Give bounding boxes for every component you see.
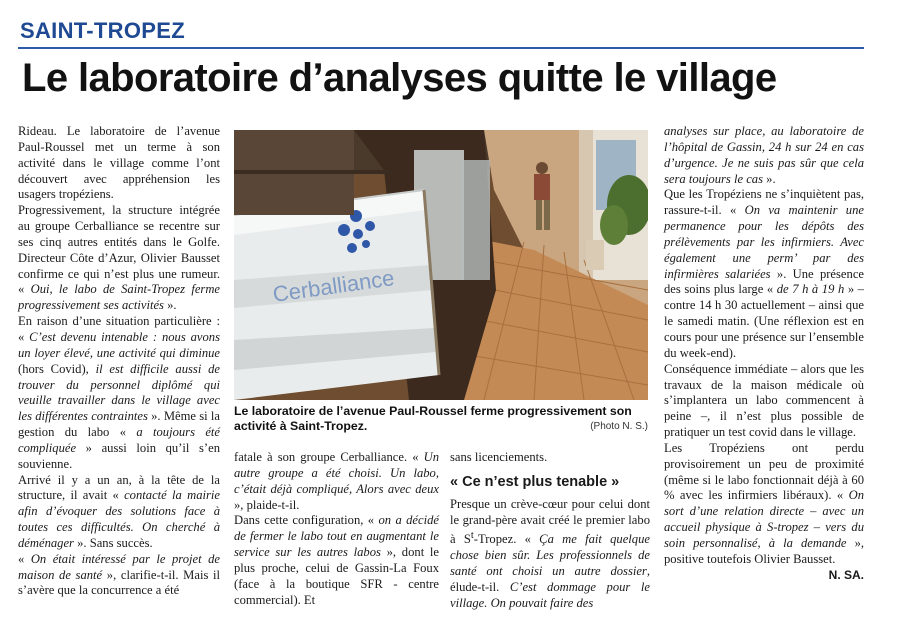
article-paragraph: Presque un crève-cœur pour celui dont le grand-père avait créé le premier labo à $S^t$-Tropez. « Ça me fait quelque chose bien sûr. Les professionnels de santé ont choisi un autre dossier, élude-t-il. C’est dommage pour le village. On pouvait faire des: [450, 496, 650, 610]
column-4-body: [664, 124, 864, 568]
article-paragraph: En raison d’une situation particulière : « C’est devenu intenable : nous avons un loyer élevé, une activité qui diminue (hors Covid), il est difficile aussi de trouver du personnel diplômé qui veuille travailler dans le village avec les différentes contraintes ». Même si la gestion du labo « a toujours été compliquée » aussi loin qu’il s’en souvienne.: [18, 314, 220, 471]
author-signature: N. SA.: [828, 567, 864, 582]
article-paragraph: Rideau. Le laboratoire de l’avenue Paul-Roussel met un terme à son activité dans le village comme l’ont découvert avec appréhension les usagers tropéziens.: [18, 124, 220, 202]
article-paragraph: Progressivement, la structure intégrée au groupe Cerballiance se recentre sur ses cinq autres entités dans le Golfe. Directeur Côte d’Azur, Olivier Bausset confirme ce qui n’est plus une rumeur. « Oui, le labo de Saint-Tropez ferme progressivement ses activités ».: [18, 203, 221, 313]
section-kicker: SAINT-TROPEZ: [20, 18, 185, 43]
article-paragraph: analyses sur place, au laboratoire de l’hôpital de Gassin, 24 h sur 24 en cas d’urgence. Je ne suis pas sûr que cela sera toujours le cas ».: [664, 124, 864, 186]
article-subheading: « Ce n’est plus tenable »: [450, 473, 620, 490]
article-column-3: [450, 450, 650, 612]
article-photo: [234, 130, 648, 400]
article-paragraph: « On était intéressé par le projet de maison de santé », clarifie-t-il. Mais il s’avère que la concurrence a été: [18, 551, 220, 598]
photo-credit: (Photo N. S.): [590, 421, 648, 432]
article-paragraph: Que les Tropéziens ne s’inquiètent pas, rassure-t-il. « On va maintenir une permanence pour les dépôts des prélèvements par les infirmiers. Avec également une perm’ par des infirmières salariées ». Une présence des soins plus large « de 7 h à 19 h » – contre 14 h 30 actuellement – ainsi que le samedi matin. (Une réflexion est en cours pour une présence sur l’ensemble du week-end).: [664, 187, 864, 360]
article-paragraph: fatale à son groupe Cerballiance. « Un autre groupe a été choisi. Un labo, c’était déjà compliqué, Alors avec deux », plaide-t-il.: [234, 450, 439, 512]
column-3-lead: sans licenciements.: [450, 450, 548, 464]
photo-caption: Le laboratoire de l’avenue Paul-Roussel ferme progressivement son activité à Saint-Tropez.: [234, 404, 632, 433]
article-column-4: [664, 124, 864, 583]
article-headline: Le laboratoire d’analyses quitte le village: [22, 56, 777, 100]
article-paragraph: Conséquence immédiate – alors que les travaux de la maison médicale où s’implantera un labo commencent à peine –, il n’est plus possible de pratiquer un test covid dans le village.: [664, 361, 864, 440]
photo-sign-text: Cerballiance: [271, 265, 396, 307]
article-column-1: [18, 124, 220, 599]
article-paragraph: Arrivé il y a un an, à la tête de la structure, il avait « contacté la mairie afin d’évoquer des solutions face à toutes ces difficultés. On cherché à déménager ». Sans succès.: [18, 472, 220, 550]
article-paragraph: Dans cette configuration, « on a décidé de fermer le labo tout en augmentant le service sur les autres labos », dont le plus proche, celui de Gassin-La Foux (face à la boutique SFR - centre commercial). Et: [234, 513, 439, 607]
article-column-2: [234, 450, 439, 608]
article-paragraph: Les Tropéziens ont perdu provisoirement un peu de proximité (même si le labo fonctionnait déjà à 60 % avec les infirmiers libéraux). « On sort d’une relation directe – avec un accueil physique à S-tropez – vers du soin personnalisé, à la demande », positive toutefois Olivier Bausset.: [664, 440, 865, 566]
lab-entrance-photo: [234, 130, 648, 400]
column-3-body: [450, 497, 650, 612]
kicker-rule: [18, 47, 864, 49]
